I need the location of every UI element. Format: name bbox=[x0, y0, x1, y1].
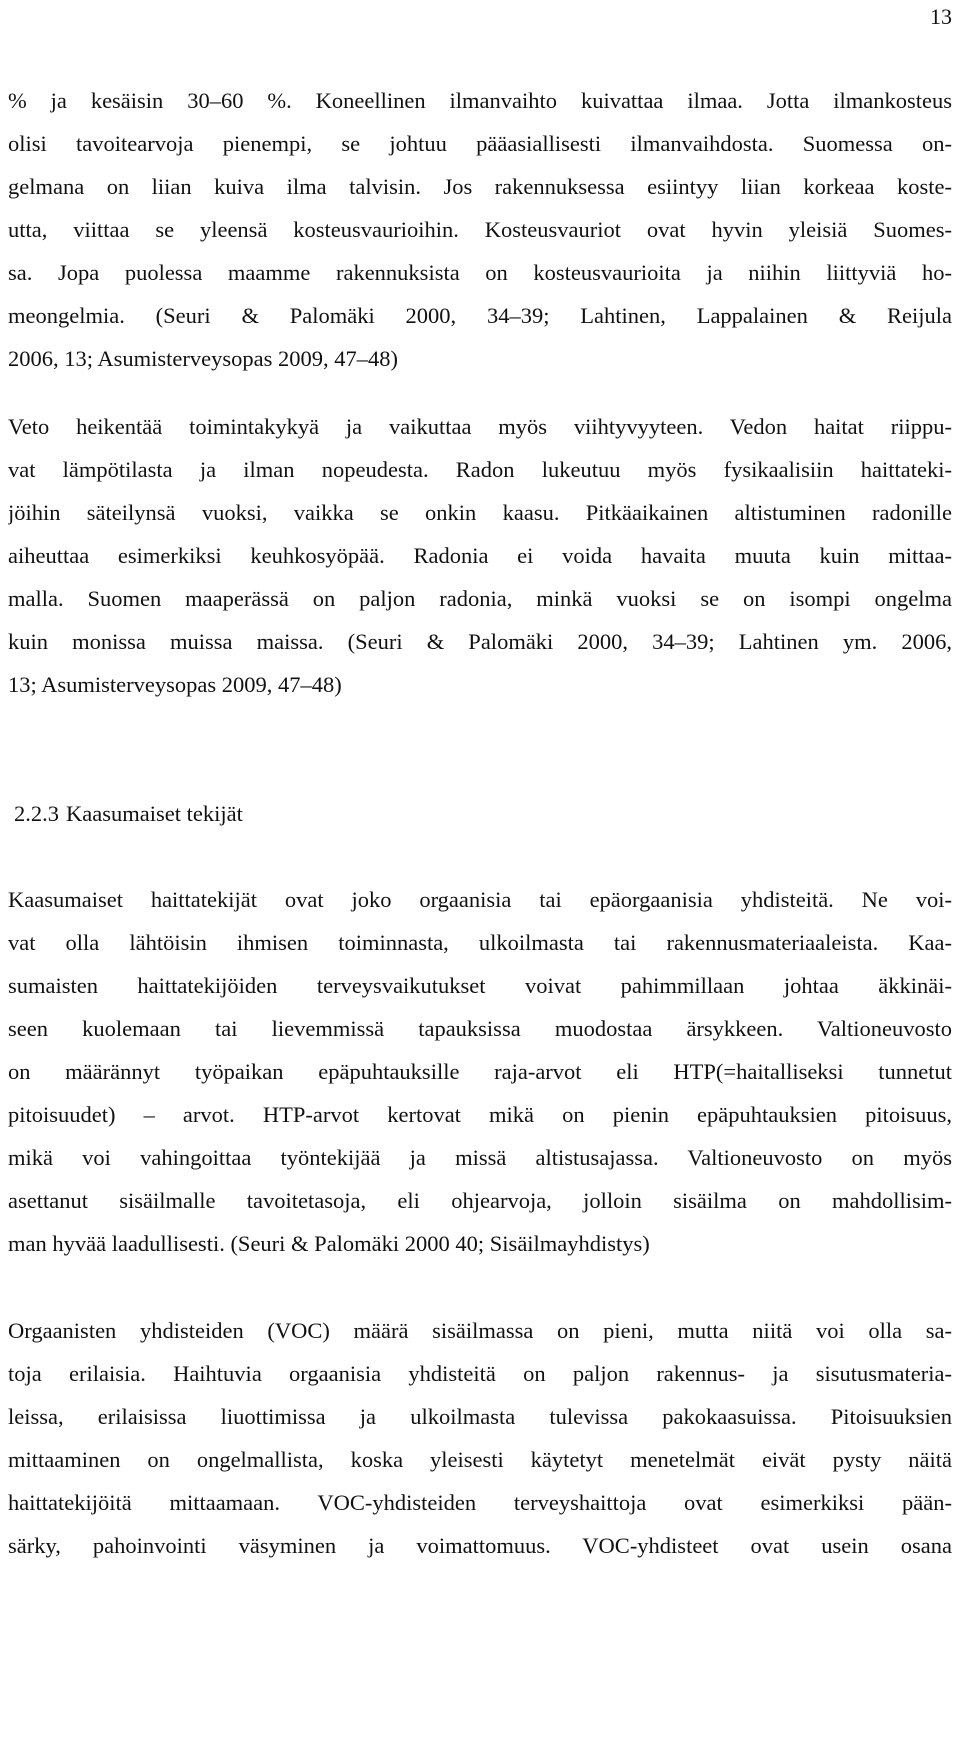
text-line: seen kuolemaan tai lievemmissä tapauksissa muodostaa ärsykkeen. Valtioneuvosto bbox=[8, 1016, 952, 1041]
text-line: Orgaanisten yhdisteiden (VOC) määrä sisäilmassa on pieni, mutta niitä voi olla sa- bbox=[8, 1318, 952, 1343]
text-line: sumaisten haittatekijöiden terveysvaikutukset voivat pahimmillaan johtaa äkkinäi- bbox=[8, 973, 952, 998]
section-heading bbox=[14, 799, 243, 829]
text-line: utta, viittaa se yleensä kosteusvaurioihin. Kosteusvauriot ovat hyvin yleisiä Suomes- bbox=[8, 217, 952, 242]
text-line: olisi tavoitearvoja pienempi, se johtuu pääasiallisesti ilmanvaihdosta. Suomessa on- bbox=[8, 131, 952, 156]
section-number: 2.2.3 bbox=[14, 801, 59, 826]
text-line: jöihin säteilynsä vuoksi, vaikka se onkin kaasu. Pitkäaikainen altistuminen radonille bbox=[8, 500, 952, 525]
text-line: kuin monissa muissa maissa. (Seuri & Palomäki 2000, 34–39; Lahtinen ym. 2006, bbox=[8, 629, 952, 654]
text-line: % ja kesäisin 30–60 %. Koneellinen ilmanvaihto kuivattaa ilmaa. Jotta ilmankosteus bbox=[8, 88, 952, 113]
text-line: pitoisuudet) – arvot. HTP-arvot kertovat mikä on pienin epäpuhtauksien pitoisuus, bbox=[8, 1102, 952, 1127]
text-line: toja erilaisia. Haihtuvia orgaanisia yhdisteitä on paljon rakennus- ja sisutusmateria- bbox=[8, 1361, 952, 1386]
text-line: vat olla lähtöisin ihmisen toiminnasta, ulkoilmasta tai rakennusmateriaaleista. Kaa- bbox=[8, 930, 952, 955]
text-line: 13; Asumisterveysopas 2009, 47–48) bbox=[8, 672, 342, 697]
text-line: asettanut sisäilmalle tavoitetasoja, eli ohjearvoja, jolloin sisäilma on mahdollisim- bbox=[8, 1188, 952, 1213]
text-line: sa. Jopa puolessa maamme rakennuksista on kosteusvaurioita ja niihin liittyviä ho- bbox=[8, 260, 952, 285]
text-line: aiheuttaa esimerkiksi keuhkosyöpää. Radonia ei voida havaita muuta kuin mittaa- bbox=[8, 543, 952, 568]
text-line: on määrännyt työpaikan epäpuhtauksille raja-arvot eli HTP(=haitalliseksi tunnetut bbox=[8, 1059, 952, 1084]
text-line: Kaasumaiset haittatekijät ovat joko orgaanisia tai epäorgaanisia yhdisteitä. Ne voi- bbox=[8, 887, 952, 912]
text-line: meongelmia. (Seuri & Palomäki 2000, 34–39; Lahtinen, Lappalainen & Reijula bbox=[8, 303, 952, 328]
text-line: malla. Suomen maaperässä on paljon radonia, minkä vuoksi se on isompi ongelma bbox=[8, 586, 952, 611]
page-number: 13 bbox=[930, 4, 952, 29]
section-title: Kaasumaiset tekijät bbox=[66, 801, 243, 826]
text-line: Veto heikentää toimintakykyä ja vaikuttaa myös viihtyvyyteen. Vedon haitat riippu- bbox=[8, 414, 952, 439]
text-line: haittatekijöitä mittaamaan. VOC-yhdisteiden terveyshaittoja ovat esimerkiksi pään- bbox=[8, 1490, 952, 1515]
text-line: leissa, erilaisissa liuottimissa ja ulkoilmasta tulevissa pakokaasuissa. Pitoisuuksien bbox=[8, 1404, 952, 1429]
text-line: särky, pahoinvointi väsyminen ja voimattomuus. VOC-yhdisteet ovat usein osana bbox=[8, 1533, 952, 1558]
text-line: 2006, 13; Asumisterveysopas 2009, 47–48) bbox=[8, 346, 398, 371]
text-line: gelmana on liian kuiva ilma talvisin. Jos rakennuksessa esiintyy liian korkeaa koste- bbox=[8, 174, 952, 199]
text-line: man hyvää laadullisesti. (Seuri & Palomäki 2000 40; Sisäilmayhdistys) bbox=[8, 1231, 650, 1256]
text-line: mikä voi vahingoittaa työntekijää ja missä altistusajassa. Valtioneuvosto on myös bbox=[8, 1145, 952, 1170]
text-line: mittaaminen on ongelmallista, koska yleisesti käytetyt menetelmät eivät pysty näitä bbox=[8, 1447, 952, 1472]
text-line: vat lämpötilasta ja ilman nopeudesta. Radon lukeutuu myös fysikaalisiin haittateki- bbox=[8, 457, 952, 482]
